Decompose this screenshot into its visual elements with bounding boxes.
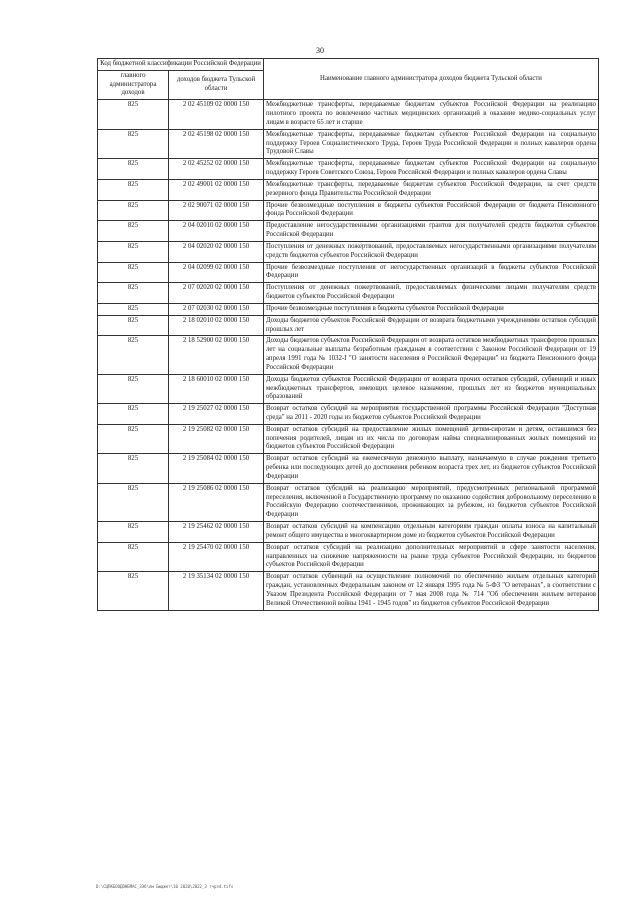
income-code-cell: 2 19 25470 02 0000 150 (169, 542, 264, 571)
admin-code-cell: 825 (98, 572, 169, 610)
admin-code-cell: 825 (98, 221, 169, 242)
income-name-cell: Возврат остатков субсидий на реализацию дополнительных мероприятий в сфере занятости населения, направленных на снижение напряженности на рынке труда субъектов Российской Федерации, из бюджетов субъектов Российской Федерации (264, 542, 599, 571)
income-code-cell: 2 19 25462 02 0000 150 (169, 522, 264, 543)
income-code-cell: 2 07 02030 02 0000 150 (169, 303, 264, 315)
income-name-cell: Доходы бюджетов субъектов Российской Федерации от возврата бюджетными учреждениями остатков субсидий прошлых лет (264, 315, 599, 336)
admin-column-header: главного администратора доходов (98, 70, 169, 99)
table-row (98, 303, 599, 315)
income-code-cell: 2 04 02010 02 0000 150 (169, 221, 264, 242)
income-name-cell: Возврат остатков субсидий на реализацию мероприятий, предусмотренных региональной программой переселения, включенной в Государственную программу по оказанию содействия добровольному переселению в Российскую Федерацию соотечественников, проживающих за рубежом, из бюджетов субъектов Российской Федерации (264, 483, 599, 521)
income-code-cell: 2 19 25086 02 0000 150 (169, 483, 264, 521)
admin-code-cell: 825 (98, 283, 169, 304)
admin-code-cell: 825 (98, 200, 169, 221)
table-header-row (98, 59, 599, 71)
income-code-cell: 2 02 45198 02 0000 150 (169, 129, 264, 158)
admin-code-cell: 825 (98, 241, 169, 262)
admin-code-cell: 825 (98, 129, 169, 158)
income-name-cell: Межбюджетные трансферты, передаваемые бюджетам субъектов Российской Федерации на социальную поддержку Героев Советского Союза, Героев Российской Федерации и полных кавалеров ордена Славы (264, 159, 599, 180)
table-row (98, 522, 599, 543)
table-body (98, 100, 599, 610)
income-code-cell: 2 04 02099 02 0000 150 (169, 262, 264, 283)
admin-code-cell: 825 (98, 159, 169, 180)
admin-code-cell: 825 (98, 522, 169, 543)
admin-code-cell: 825 (98, 424, 169, 453)
admin-code-cell: 825 (98, 336, 169, 374)
income-name-cell: Межбюджетные трансферты, передаваемые бюджетам субъектов Российской Федерации, за счет средств резервного фонда Правительства Российской Федерации (264, 179, 599, 200)
income-name-cell: Прочие безвозмездные поступления в бюджеты субъектов Российской Федерации от бюджета Пенсионного фонда Российской Федерации (264, 200, 599, 221)
table-row (98, 283, 599, 304)
income-name-cell: Межбюджетные трансферты, передаваемые бюджетам субъектов Российской Федерации на реализацию пилотного проекта по вовлечению частных медицинских организаций в оказание медико-социальных услуг лицам в возрасте 65 лет и старше (264, 100, 599, 129)
income-name-cell: Поступления от денежных пожертвований, предоставляемых негосударственными организациями получателям средств бюджетов субъектов Российской Федерации (264, 241, 599, 262)
page-number: 30 (316, 46, 324, 55)
admin-code-cell: 825 (98, 315, 169, 336)
income-name-cell: Прочие безвозмездные поступления в бюджеты субъектов Российской Федерации (264, 303, 599, 315)
income-name-cell: Доходы бюджетов субъектов Российской Федерации от возврата прочих остатков субсидий, субвенций и иных межбюджетных трансфертов, имеющих целевое назначение, прошлых лет из бюджетов муниципальных образований (264, 374, 599, 403)
table-row (98, 179, 599, 200)
income-name-cell: Возврат остатков субсидий на ежемесячную денежную выплату, назначаемую в случае рождения третьего ребенка или последующих детей до достижения ребенком возраста трех лет, из бюджетов субъектов Российской Федерации (264, 454, 599, 483)
table-row (98, 424, 599, 453)
income-name-cell: Возврат остатков субвенций на осуществление полномочий по обеспечению жильем отдельных категорий граждан, установленных Федеральным законом от 12 января 1995 года № 5-ФЗ "О ветеранах", в соответствии с Указом Президента Российской Федерации от 7 мая 2008 года № 714 "Об обеспечении жильем ветеранов Великой Отечественной войны 1941 - 1945 годов" из бюджетов субъектов Российской Федерации (264, 572, 599, 610)
table-row (98, 336, 599, 374)
admin-code-cell: 825 (98, 374, 169, 403)
table-row (98, 542, 599, 571)
admin-code-cell: 825 (98, 542, 169, 571)
table-row (98, 159, 599, 180)
table-row (98, 262, 599, 283)
table-row (98, 404, 599, 425)
admin-code-cell: 825 (98, 404, 169, 425)
income-name-cell: Доходы бюджетов субъектов Российской Федерации от возврата остатков межбюджетных трансфертов прошлых лет на социальные выплаты безработным гражданам в соответствии с Законом Российской Федерации от 19 апреля 1991 года № 1032-I "О занятости населения в Российской Федерации" из бюджета Пенсионного фонда Российской Федерации (264, 336, 599, 374)
table-row (98, 315, 599, 336)
classification-header: Код бюджетной классификации Российской Федерации (98, 59, 264, 71)
footer-file-path: D:\СЦПКБООДОНБМАС_ЗЭб\лм Бюджет\10 2020\2022_3 тчрэ4.tifs (96, 884, 234, 889)
name-column-header: Наименование главного администратора доходов бюджета Тульской области (264, 59, 599, 100)
income-code-cell: 2 19 25082 02 0000 150 (169, 424, 264, 453)
income-code-cell: 2 04 02020 02 0000 150 (169, 241, 264, 262)
income-code-cell: 2 18 02010 02 0000 150 (169, 315, 264, 336)
income-code-cell: 2 18 60010 02 0000 150 (169, 374, 264, 403)
table-row (98, 572, 599, 610)
income-code-cell: 2 07 02020 02 0000 150 (169, 283, 264, 304)
income-code-cell: 2 02 90071 02 0000 150 (169, 200, 264, 221)
income-name-cell: Поступления от денежных пожертвований, предоставляемых физическими лицами получателям средств бюджетов субъектов Российской Федерации (264, 283, 599, 304)
income-code-cell: 2 02 45109 02 0000 150 (169, 100, 264, 129)
income-code-cell: 2 18 52900 02 0000 150 (169, 336, 264, 374)
admin-code-cell: 825 (98, 262, 169, 283)
income-name-cell: Возврат остатков субсидий на компенсацию отдельным категориям граждан оплаты взноса на капитальный ремонт общего имущества в многоквартирном доме из бюджетов субъектов Российской Федерации (264, 522, 599, 543)
admin-code-cell: 825 (98, 100, 169, 129)
table-row (98, 483, 599, 521)
admin-code-cell: 825 (98, 303, 169, 315)
table-row (98, 241, 599, 262)
income-column-header: доходов бюджета Тульской области (169, 70, 264, 99)
income-name-cell: Возврат остатков субсидий на предоставление жилых помещений детям-сиротам и детям, оставшимся без попечения родителей, лицам из их числа по договорам найма специализированных жилых помещений из бюджетов субъектов Российской Федерации (264, 424, 599, 453)
income-name-cell: Возврат остатков субсидий на мероприятия государственной программы Российской Федерации "Доступная среда" на 2011 - 2020 годы из бюджетов субъектов Российской Федерации (264, 404, 599, 425)
income-code-cell: 2 02 49001 02 0000 150 (169, 179, 264, 200)
income-name-cell: Межбюджетные трансферты, передаваемые бюджетам субъектов Российской Федерации на социальную поддержку Героев Социалистического Труда, Героев Труда Российской Федерации и полных кавалеров ордена Трудовой Славы (264, 129, 599, 158)
income-administrators-table (97, 58, 599, 611)
income-code-cell: 2 19 35134 02 0000 150 (169, 572, 264, 610)
income-name-cell: Прочие безвозмездные поступления от негосударственных организаций в бюджеты субъектов Российской Федерации (264, 262, 599, 283)
admin-code-cell: 825 (98, 179, 169, 200)
income-name-cell: Предоставление негосударственными организациями грантов для получателей средств бюджетов субъектов Российской Федерации (264, 221, 599, 242)
income-code-cell: 2 19 25084 02 0000 150 (169, 454, 264, 483)
table-row (98, 100, 599, 129)
table-row (98, 129, 599, 158)
income-code-cell: 2 02 45252 02 0000 150 (169, 159, 264, 180)
income-code-cell: 2 19 25027 02 0000 150 (169, 404, 264, 425)
admin-code-cell: 825 (98, 454, 169, 483)
table-row (98, 454, 599, 483)
table-row (98, 374, 599, 403)
table-row (98, 200, 599, 221)
table-row (98, 221, 599, 242)
admin-code-cell: 825 (98, 483, 169, 521)
